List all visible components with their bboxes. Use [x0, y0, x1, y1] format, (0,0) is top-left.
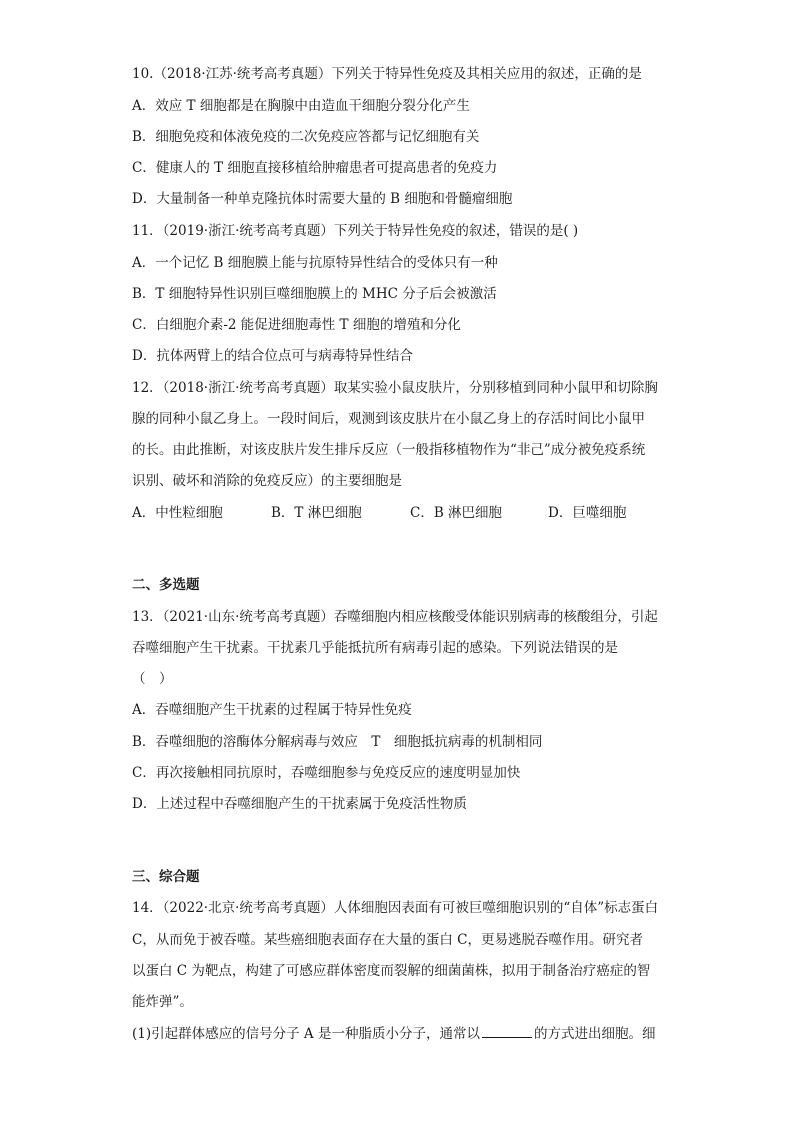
- q13-option-d: D．上述过程中吞噬细胞产生的干扰素属于免疫活性物质: [132, 796, 467, 812]
- section-comprehensive-heading: 三、综合题: [132, 869, 200, 885]
- q10-option-d: D．大量制备一种单克隆抗体时需要大量的 B 细胞和骨髓瘤细胞: [132, 191, 513, 207]
- q13-option-c: C．再次接触相同抗原时，吞噬细胞参与免疫反应的速度明显加快: [132, 765, 521, 781]
- q12-option-d: D．巨噬细胞: [548, 505, 627, 521]
- q12-stem-line-2: 腺的同种小鼠乙身上。一段时间后，观测到该皮肤片在小鼠乙身上的存活时间比小鼠甲: [132, 411, 645, 427]
- q14-stem-line-4: 能炸弹”。: [132, 994, 193, 1010]
- section-multiple-choice-heading: 二、多选题: [132, 577, 200, 593]
- answer-blank[interactable]: [482, 1023, 532, 1038]
- q13-stem-line-1: 13．（2021·山东·统考高考真题）吞噬细胞内相应核酸受体能识别病毒的核酸组分，引起: [132, 609, 658, 625]
- q11-stem: 11．（2019·浙江·统考高考真题）下列关于特异性免疫的叙述，错误的是( ): [132, 223, 579, 239]
- q10-option-b: B．细胞免疫和体液免疫的二次免疫应答都与记忆细胞有关: [132, 129, 480, 145]
- q10-option-a: A．效应 T 细胞都是在胸腺中由造血干细胞分裂分化产生: [132, 98, 470, 114]
- q12-option-c: C．B 淋巴细胞: [410, 505, 503, 521]
- q13-option-a: A．吞噬细胞产生干扰素的过程属于特异性免疫: [132, 702, 412, 718]
- q10-option-c: C．健康人的 T 细胞直接移植给肿瘤患者可提高患者的免疫力: [132, 160, 498, 176]
- q11-option-a: A．一个记忆 B 细胞膜上能与抗原特异性结合的受体只有一种: [132, 255, 498, 271]
- q12-option-b: B．T 淋巴细胞: [271, 505, 362, 521]
- q11-option-c: C．白细胞介素-2 能促进细胞毒性 T 细胞的增殖和分化: [132, 317, 461, 333]
- q12-stem-line-3: 的长。由此推断，对该皮肤片发生排斥反应（一般指移植物作为“非己”成分被免疫系统: [132, 442, 646, 458]
- q12-stem-line-4: 识别、破坏和消除的免疫反应）的主要细胞是: [132, 473, 402, 489]
- q14-stem-line-2: C，从而免于被吞噬。某些癌细胞表面存在大量的蛋白 C，更易逃脱吞噬作用。研究者: [132, 932, 643, 948]
- q12-option-a: A．中性粒细胞: [132, 505, 223, 521]
- q10-stem: 10.（2018·江苏·统考高考真题）下列关于特异性免疫及其相关应用的叙述，正确的是: [132, 66, 642, 82]
- q14-stem-line-1: 14．（2022·北京·统考高考真题）人体细胞因表面有可被巨噬细胞识别的“自体”标志蛋白: [132, 900, 659, 916]
- q13-stem-line-3: （ ）: [132, 671, 173, 687]
- q13-stem-line-2: 吞噬细胞产生干扰素。干扰素几乎能抵抗所有病毒引起的感染。下列说法错误的是: [132, 640, 618, 656]
- q14-sub1-text-after: 的方式进出细胞。细: [533, 1026, 656, 1042]
- q11-option-d: D．抗体两臂上的结合位点可与病毒特异性结合: [132, 348, 413, 364]
- q14-subquestion-1: [132, 1023, 662, 1044]
- q11-option-b: B．T 细胞特异性识别巨噬细胞膜上的 MHC 分子后会被激活: [132, 286, 497, 302]
- q13-option-b: B．吞噬细胞的溶酶体分解病毒与效应 T 细胞抵抗病毒的机制相同: [132, 734, 543, 750]
- q14-stem-line-3: 以蛋白 C 为靶点，构建了可感应群体密度而裂解的细菌菌株，拟用于制备治疗癌症的智: [132, 963, 651, 979]
- q12-stem-line-1: 12．（2018·浙江·统考高考真题）取某实验小鼠皮肤片，分别移植到同种小鼠甲和切除胸: [132, 380, 658, 396]
- q14-sub1-text-before: (1)引起群体感应的信号分子 A 是一种脂质小分子，通常以: [132, 1026, 480, 1042]
